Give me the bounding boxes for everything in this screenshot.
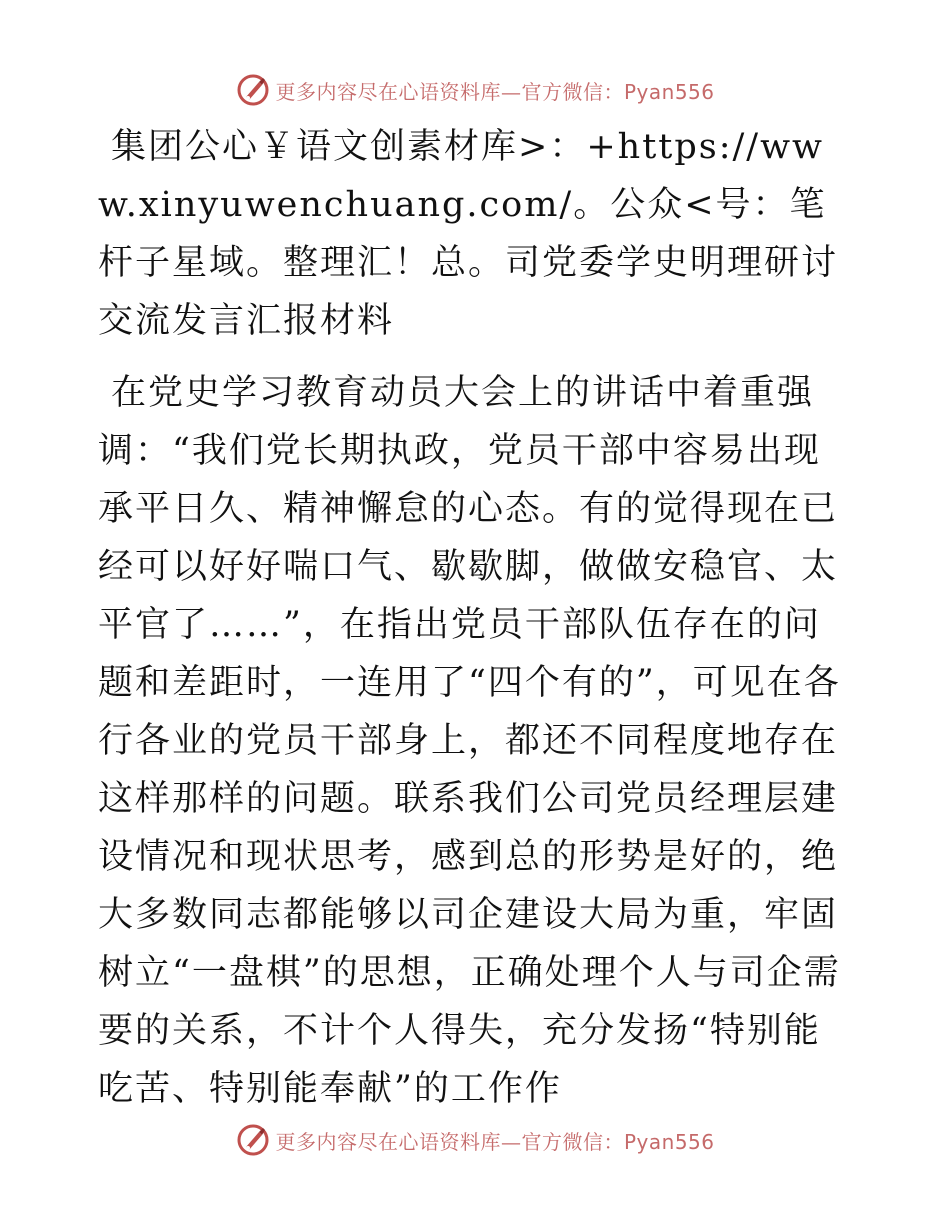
header-banner-slogan: 更多内容尽在心语资料库 — [275, 79, 501, 104]
footer-banner-slogan: 更多内容尽在心语资料库 — [275, 1129, 501, 1154]
footer-banner-wechat-label: 官方微信： — [521, 1129, 624, 1154]
pen-nib-circle-logo-icon — [235, 1122, 271, 1158]
footer-banner-text — [275, 1126, 714, 1155]
document-paragraph-title: 集团公心￥语文创素材库>：+https://www.xinyuwenchuang.com/。公众<号：笔杆子星域。整理汇！总。司党委学史明理研讨交流发言汇报材料 — [98, 127, 839, 341]
header-banner — [0, 70, 950, 110]
footer-banner-separator: — — [500, 1129, 522, 1154]
footer-banner-wechat-id: Pyan556 — [623, 1129, 715, 1154]
header-banner-text — [275, 76, 714, 105]
header-banner-wechat-label: 官方微信： — [521, 79, 624, 104]
document-body — [98, 118, 852, 1118]
footer-banner — [0, 1120, 950, 1160]
header-banner-separator: — — [500, 79, 522, 104]
header-banner-wechat-id: Pyan556 — [623, 79, 715, 104]
pen-nib-circle-logo-icon — [235, 72, 271, 108]
document-paragraph-body: 在党史学习教育动员大会上的讲话中着重强调：“我们党长期执政，党员干部中容易出现承平日久、精神懈怠的心态。有的觉得现在已经可以好好喘口气、歇歇脚，做做安稳官、太平官了……”，在指出党员干部队伍存在的问题和差距时，一连用了“四个有的”，可见在各行各业的党员干部身上，都还不同程度地存在这样那样的问题。联系我们公司党员经理层建设情况和现状思考，感到总的形势是好的，绝大多数同志都能够以司企建设大局为重，牢固树立“一盘棋”的思想，正确处理个人与司企需要的关系，不计个人得失，充分发扬“特别能吃苦、特别能奉献”的工作作 — [98, 373, 841, 1109]
